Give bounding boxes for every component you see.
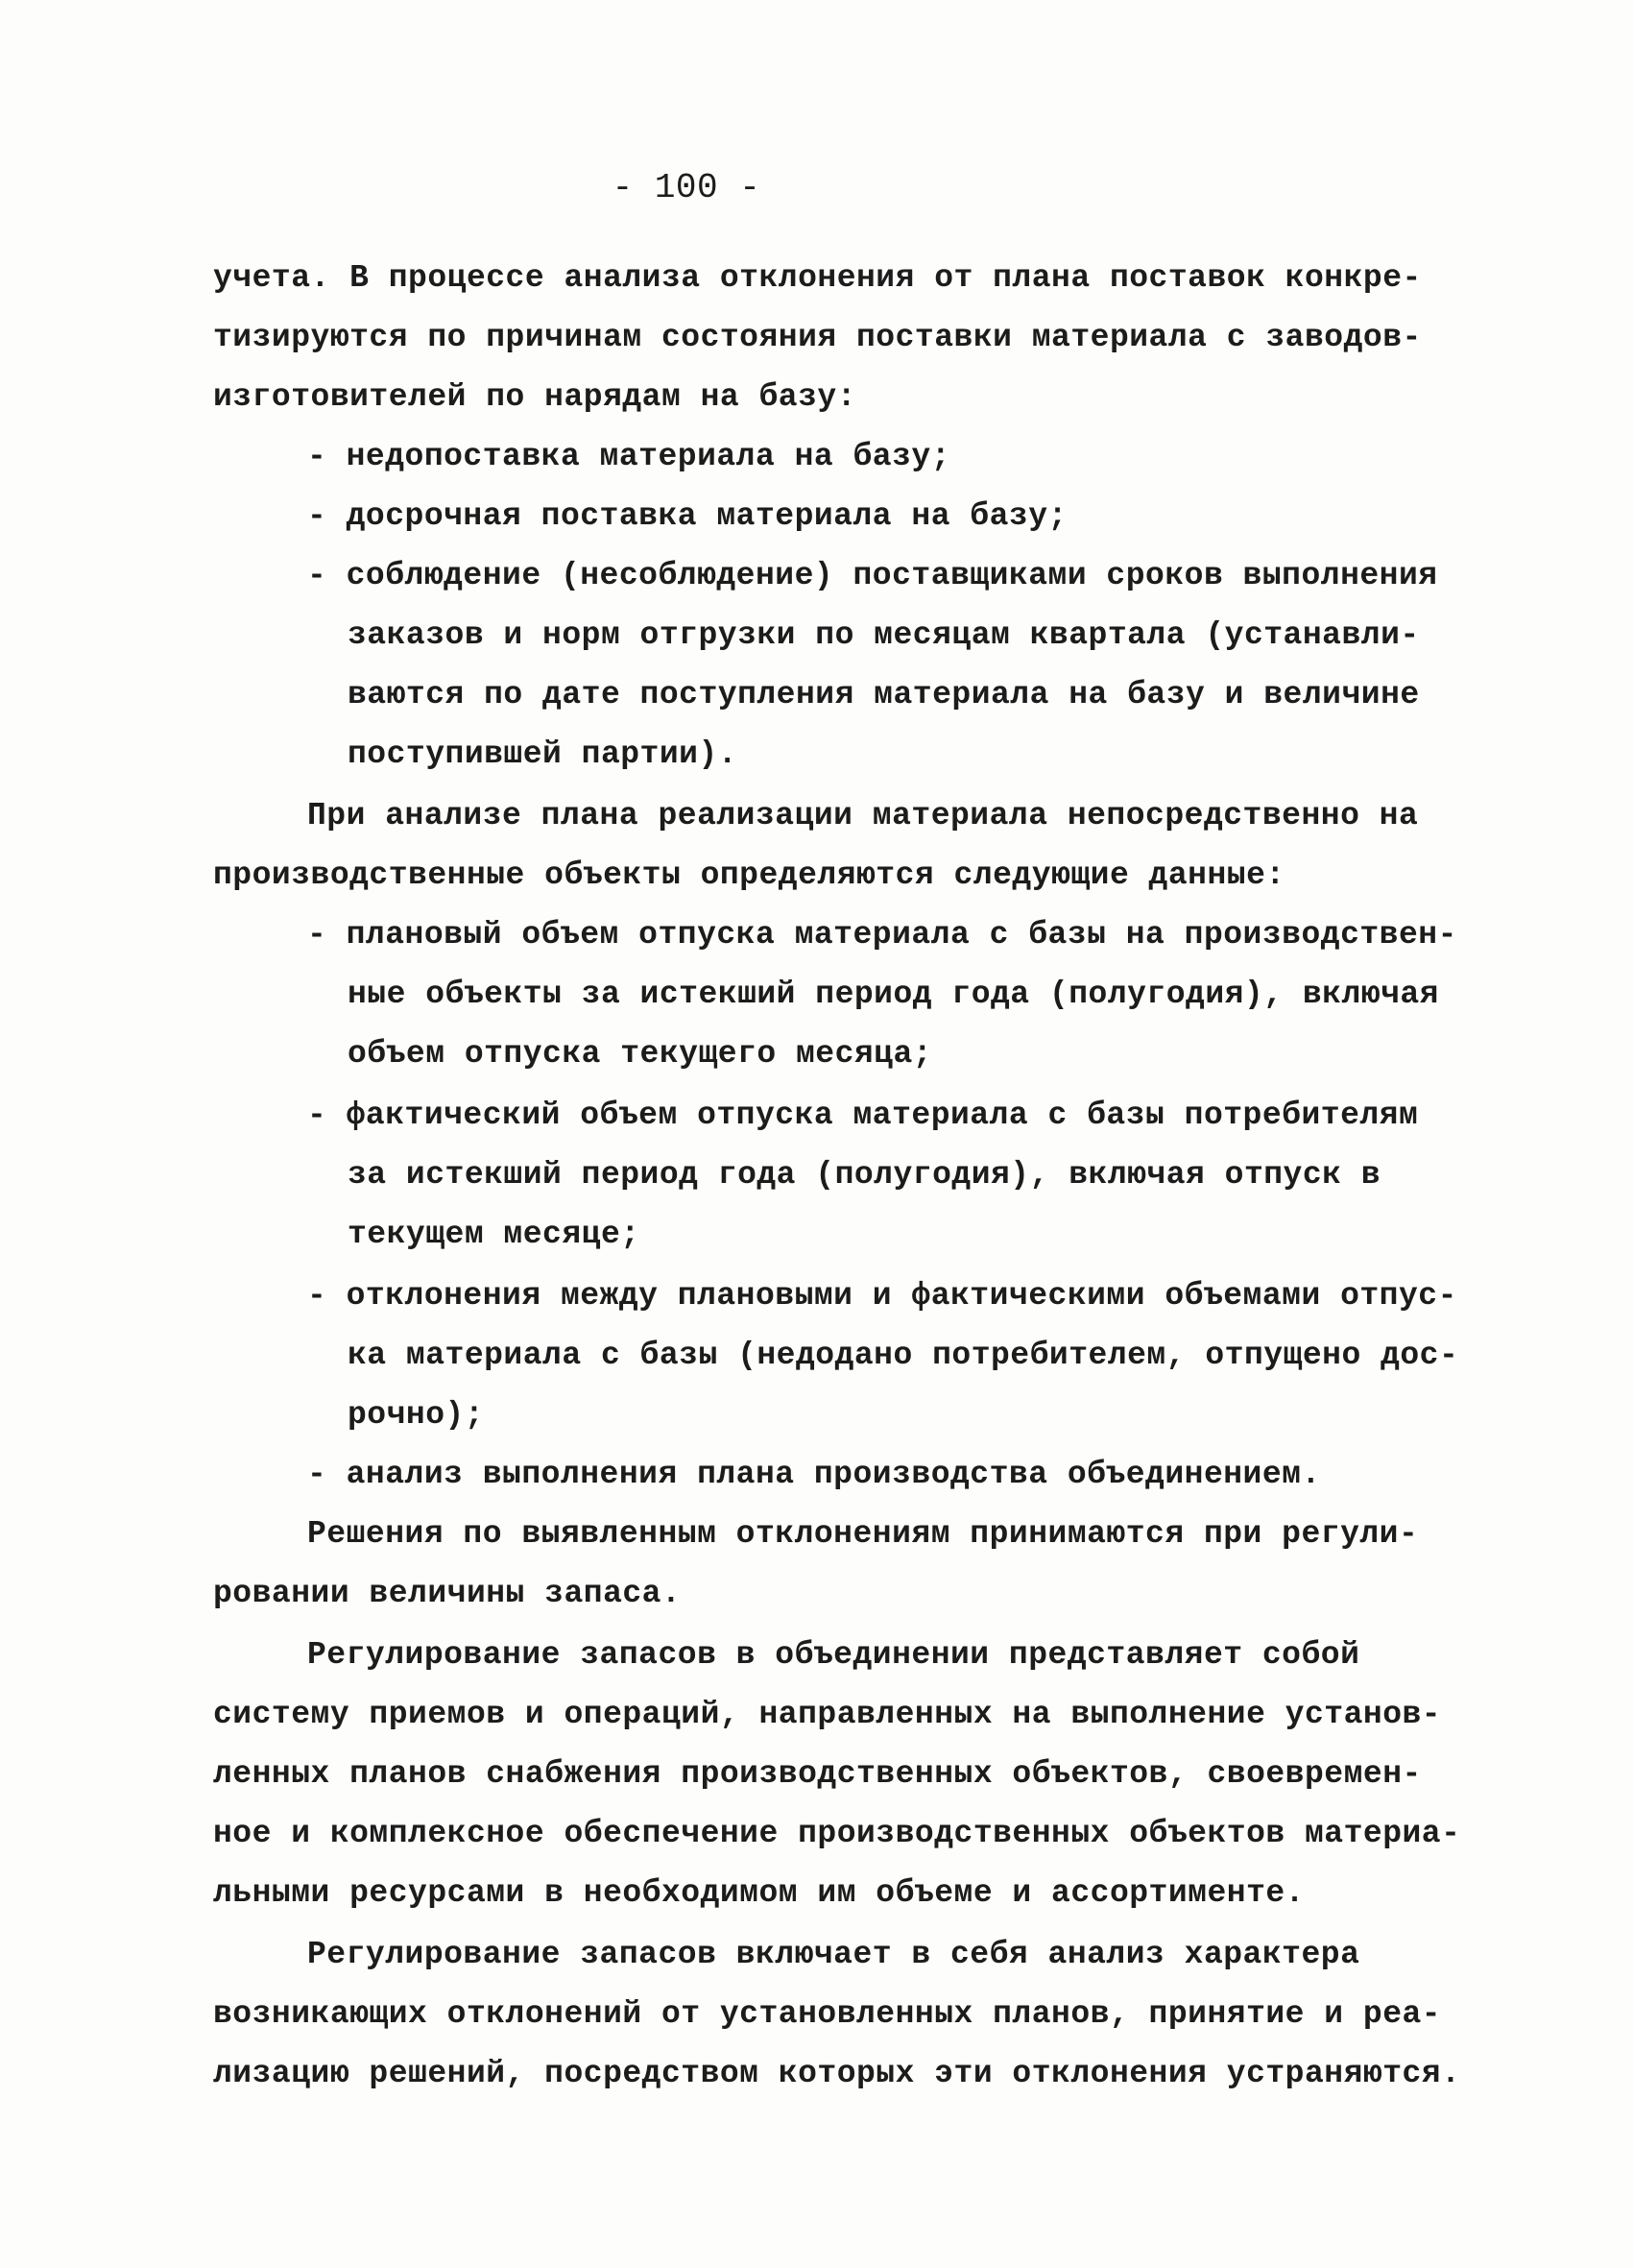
list-item: - отклонения между плановыми и фактическими объемами отпус-	[307, 1278, 1457, 1314]
list-item-continuation: рочно);	[348, 1397, 485, 1433]
text-line: ровании величины запаса.	[213, 1576, 682, 1611]
list-item-continuation: за истекший период года (полугодия), включая отпуск в	[348, 1157, 1381, 1193]
list-item: - анализ выполнения плана производства объединением.	[307, 1457, 1321, 1492]
text-line: возникающих отклонений от установленных планов, принятие и реа-	[213, 1996, 1442, 2032]
text-line: ленных планов снабжения производственных объектов, своевремен-	[213, 1756, 1422, 1792]
list-item-continuation: объем отпуска текущего месяца;	[348, 1036, 933, 1072]
list-item: - фактический объем отпуска материала с базы потребителям	[307, 1098, 1419, 1133]
text-line: лизацию решений, посредством которых эти отклонения устраняются.	[213, 2056, 1461, 2091]
list-item-continuation: поступившей партии).	[348, 736, 738, 772]
list-item-continuation: ные объекты за истекший период года (полугодия), включая	[348, 977, 1439, 1012]
paragraph-start: Решения по выявленным отклонениям принимаются при регули-	[307, 1516, 1419, 1552]
list-item-continuation: ка материала с базы (недодано потребителем, отпущено дос-	[348, 1338, 1459, 1373]
paragraph-start: Регулирование запасов включает в себя анализ характера	[307, 1937, 1360, 1972]
list-item: - досрочная поставка материала на базу;	[307, 498, 1068, 534]
list-item-continuation: заказов и норм отгрузки по месяцам квартала (устанавли-	[348, 617, 1420, 653]
text-line: ное и комплексное обеспечение производственных объектов материа-	[213, 1816, 1461, 1851]
list-item: - плановый объем отпуска материала с базы на производствен-	[307, 917, 1457, 953]
list-item: - недопоставка материала на базу;	[307, 439, 951, 474]
list-item: - соблюдение (несоблюдение) поставщиками сроков выполнения	[307, 558, 1438, 593]
list-item-continuation: текущем месяце;	[348, 1217, 640, 1252]
text-line: льными ресурсами в необходимом им объеме и ассортименте.	[213, 1875, 1305, 1911]
text-line: производственные объекты определяются следующие данные:	[213, 857, 1285, 893]
text-line: изготовителей по нарядам на базу:	[213, 379, 857, 415]
text-line: систему приемов и операций, направленных на выполнение установ-	[213, 1697, 1442, 1732]
text-line: учета. В процессе анализа отклонения от плана поставок конкре-	[213, 260, 1422, 296]
paragraph-start: Регулирование запасов в объединении представляет собой	[307, 1637, 1360, 1673]
paragraph-start: При анализе плана реализации материала непосредственно на	[307, 798, 1419, 833]
text-line: тизируются по причинам состояния поставки материала с заводов-	[213, 320, 1422, 355]
page-number: - 100 -	[612, 168, 761, 207]
list-item-continuation: ваются по дате поступления материала на базу и величине	[348, 677, 1420, 712]
